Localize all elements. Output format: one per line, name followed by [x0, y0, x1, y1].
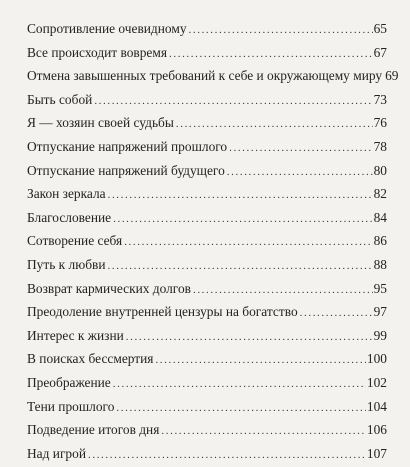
- dot-leader: [161, 420, 366, 444]
- toc-entry-page: 76: [373, 115, 387, 131]
- dot-leader: [176, 113, 373, 137]
- toc-entry-title: Над игрой: [27, 445, 86, 461]
- toc-entry: [27, 41, 387, 65]
- toc-entry: [27, 442, 387, 466]
- toc-entry-title: В поисках бессмертия: [27, 351, 154, 367]
- dot-leader: [169, 43, 373, 67]
- toc-entry-page: 86: [373, 233, 387, 249]
- toc-entry-page: 106: [366, 422, 387, 438]
- dot-leader: [229, 137, 372, 161]
- toc-entry-title: Тени прошлого: [27, 398, 115, 414]
- dot-leader: [108, 184, 373, 208]
- toc-entry: [27, 88, 387, 112]
- toc-entry: [27, 229, 387, 253]
- toc-entry-title: Благословение: [27, 209, 112, 225]
- dot-leader: [193, 279, 373, 303]
- toc-entry-title: Закон зеркала: [27, 186, 106, 202]
- toc-entry-page: 97: [373, 304, 387, 320]
- toc-entry: [27, 324, 387, 348]
- toc-entry-page: 107: [366, 445, 387, 461]
- dot-leader: [116, 397, 366, 421]
- dot-leader: [300, 302, 373, 326]
- toc-entry: [27, 206, 387, 230]
- toc-entry-page: 80: [373, 162, 387, 178]
- dot-leader: [113, 373, 366, 397]
- toc-entry-title: Сотворение себя: [27, 233, 123, 249]
- toc-entry-page: 82: [373, 186, 387, 202]
- toc-entry-page: 78: [373, 138, 387, 154]
- toc-entry-title: Отмена завышенных требований к себе и окружающему миру: [27, 68, 383, 84]
- toc-entry-title: Все происходит вовремя: [27, 44, 168, 60]
- dot-leader: [155, 349, 365, 373]
- toc-entry: [27, 17, 387, 41]
- table-of-contents: [27, 17, 399, 465]
- toc-entry: [27, 111, 387, 135]
- dot-leader: [108, 255, 373, 279]
- toc-entry-title: Преображение: [27, 374, 111, 390]
- toc-entry: [27, 418, 387, 442]
- toc-entry: [27, 64, 399, 88]
- toc-entry-page: 84: [373, 209, 387, 225]
- toc-entry-title: Отпускание напряжений прошлого: [27, 138, 228, 154]
- toc-entry: [27, 253, 387, 277]
- dot-leader: [126, 326, 373, 350]
- dot-leader: [94, 90, 372, 114]
- toc-entry: [27, 159, 387, 183]
- toc-entry-title: Сопротивление очевидному: [27, 21, 187, 36]
- dot-leader: [227, 161, 373, 185]
- toc-entry-page: 100: [366, 351, 387, 367]
- toc-entry-page: 99: [373, 327, 387, 343]
- toc-entry-title: Подведение итогов дня: [27, 422, 160, 438]
- toc-entry-page: 73: [373, 91, 387, 107]
- toc-entry: [27, 182, 387, 206]
- toc-entry-title: Я — хозяин своей судьбы: [27, 115, 174, 131]
- dot-leader: [113, 208, 372, 232]
- toc-entry-page: 104: [366, 398, 387, 414]
- toc-entry-page: 67: [373, 44, 387, 60]
- toc-entry-title: Интерес к жизни: [27, 327, 124, 343]
- toc-entry-page: 69: [385, 68, 399, 84]
- dot-leader: [88, 444, 366, 467]
- dot-leader: [124, 231, 372, 255]
- toc-entry-page: 65: [373, 21, 387, 36]
- toc-entry-title: Отпускание напряжений будущего: [27, 162, 225, 178]
- toc-entry: [27, 135, 387, 159]
- toc-entry-page: 88: [373, 256, 387, 272]
- toc-entry-title: Путь к любви: [27, 256, 106, 272]
- toc-entry-title: Возврат кармических долгов: [27, 280, 191, 296]
- toc-entry: [27, 347, 387, 371]
- toc-entry: [27, 277, 387, 301]
- toc-entry-title: Быть собой: [27, 91, 93, 107]
- toc-entry-page: 95: [373, 280, 387, 296]
- toc-entry-title: Преодоление внутренней цензуры на богатство: [27, 304, 298, 320]
- dot-leader: [189, 19, 373, 43]
- toc-entry: [27, 300, 387, 324]
- toc-entry-page: 102: [366, 374, 387, 390]
- toc-entry: [27, 395, 387, 419]
- toc-entry: [27, 371, 387, 395]
